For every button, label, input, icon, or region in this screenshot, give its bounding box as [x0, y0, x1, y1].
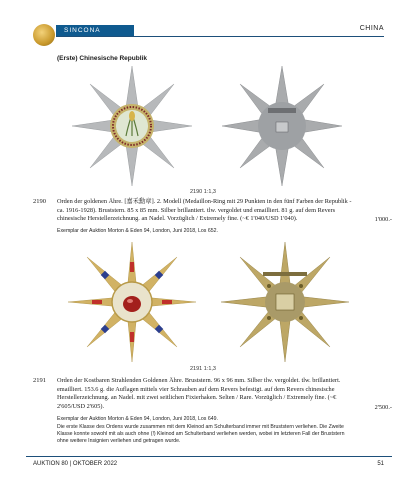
- lot-2191-reverse-image: [212, 240, 358, 364]
- lot-2190-obverse-image: [62, 64, 202, 188]
- footer-auction-info: AUKTION 80 | OKTOBER 2022: [33, 461, 118, 467]
- footer-rule: [26, 456, 392, 457]
- lot-2191-price: 2'500.-: [374, 404, 392, 411]
- lot-2190-description: Orden der goldenen Ähre. [嘉禾勳章]. 2. Modell (Medaillon-Ring mit 29 Punkten in den fünf Farben der Republik - ca. 1916-1928). Bruststern. 85 x 85 mm. Silber brillantiert. tlw. vergoldet und emailliert. 81 g. auf dem Revers chinesische Herstellerzeichnung. an Nadel. Vorzüglich / Extremely fine. (~€ 1'040/USD 1'040).: [57, 198, 352, 223]
- section-title: (Erste) Chinesische Republik: [57, 55, 147, 62]
- lot-2191-note: Die erste Klasse des Ordens wurde zusammen mit dem Kleinod am Schulterband immer mit Bruststern verliehen. Die Zweite Klasse konnte sowohl mit als auch ohne (!) Kleinod am Schulterband verliehen werden, wobei im letzteren Fall der Bruststern ohne weitere Insignien verliehen und getragen wurde.: [57, 424, 345, 444]
- section-header: CHINA: [359, 25, 384, 32]
- lot-2191-number: 2191: [33, 377, 46, 384]
- sincona-logo-coin: [33, 24, 55, 46]
- lot-2191-obverse-image: [60, 240, 204, 364]
- page-number: 51: [377, 461, 384, 467]
- brand-label: SINCONA: [56, 25, 134, 36]
- lot-2190-caption: 2190 1:1,3: [190, 189, 216, 195]
- lot-2190-number: 2190: [33, 198, 46, 205]
- lot-2190-reverse-image: [212, 64, 352, 188]
- lot-2191-caption: 2191 1:1,3: [190, 366, 216, 372]
- lot-2191-description: Orden der Kostbaren Strahlenden Goldenen Ähre. Bruststern. 96 x 96 mm. Silber tlw. vergoldet. tlw. brillantiert. emailliert. 153.6 g. die Auflagen mittels vier Schrauben auf dem Revers befestigt. auf dem Revers chinesische Herstellerzeichnung. an Nadel. mit zwei seitlichen Fixierhaken. Selten / Rare. Vorzüglich / Extremely fine. (~€ 2'605/USD 2'605).: [57, 377, 341, 410]
- lot-2190-provenance: Exemplar der Auktion Morton & Eden 94, London, Juni 2018, Los 652.: [57, 228, 218, 234]
- lot-2190-price: 1'000.-: [374, 216, 392, 223]
- header-rule: [56, 36, 384, 37]
- lot-2191-provenance: Exemplar der Auktion Morton & Eden 94, London, Juni 2018, Los 649.: [57, 416, 218, 422]
